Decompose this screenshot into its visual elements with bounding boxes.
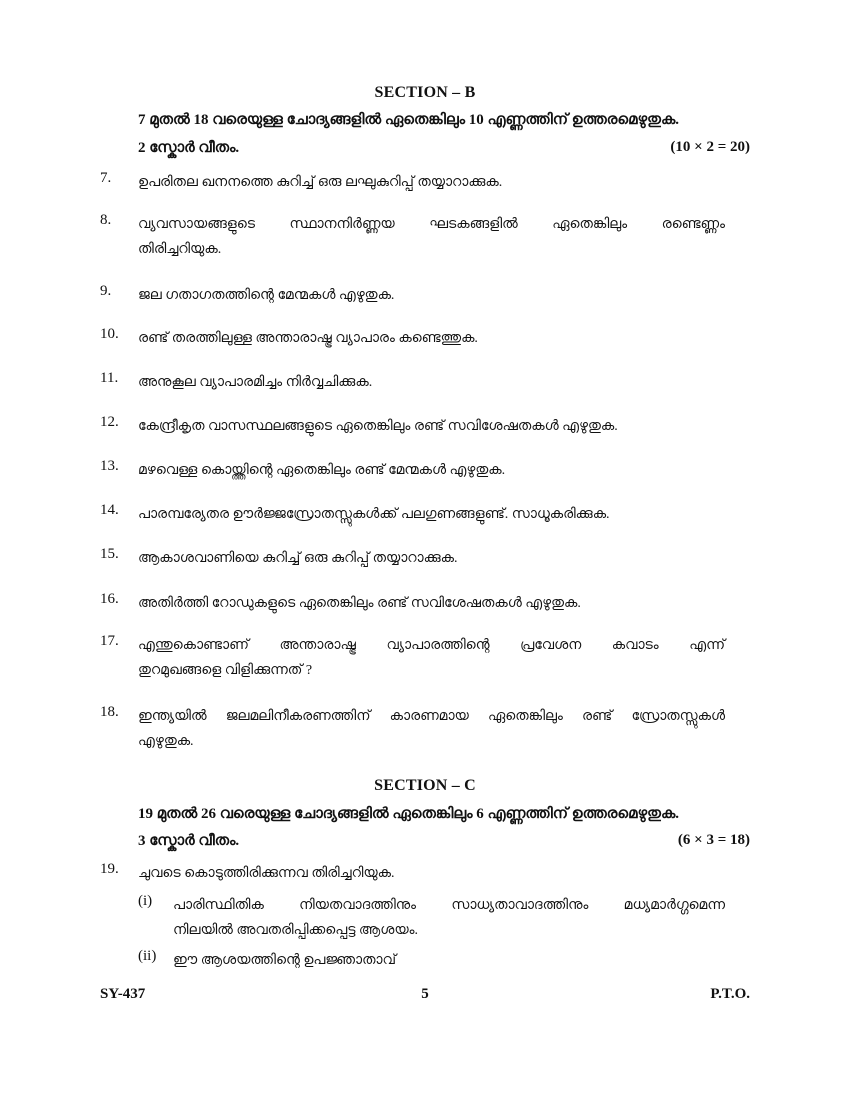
question-number: 10. bbox=[100, 326, 119, 342]
question-number: 12. bbox=[100, 414, 119, 430]
question-number: 16. bbox=[100, 591, 119, 607]
question-text: അതിർത്തി റോഡുകളുടെ ഏതെങ്കിലും രണ്ട് സവിശേഷതകൾ എഴുതുക. bbox=[138, 596, 581, 611]
section-b-title: SECTION – B bbox=[374, 84, 476, 101]
sub-question-number: (ii) bbox=[138, 948, 157, 964]
sub-question-text: ഈ ആശയത്തിന്റെ ഉപജ്ഞാതാവ് bbox=[173, 953, 397, 968]
footer-page-number: 5 bbox=[421, 986, 429, 1002]
sub-question-text-continued: നിലയിൽ അവതരിപ്പിക്കപ്പെട്ട ആശയം. bbox=[173, 923, 419, 938]
question-number: 11. bbox=[100, 370, 119, 386]
section-c-marks-note: 3 സ്കോർ വീതം. bbox=[138, 833, 240, 849]
question-text: ചുവടെ കൊടുത്തിരിക്കുന്നവ തിരിച്ചറിയുക. bbox=[138, 866, 395, 881]
question-number: 18. bbox=[100, 704, 119, 720]
question-text-continued: തുറമുഖങ്ങളെ വിളിക്കുന്നത് ? bbox=[138, 663, 313, 678]
question-text-continued: തിരിച്ചറിയുക. bbox=[138, 242, 222, 257]
question-text: കേന്ദ്രീകൃത വാസസ്ഥലങ്ങളുടെ ഏതെങ്കിലും രണ്ട് സവിശേഷതകൾ എഴുതുക. bbox=[138, 419, 618, 434]
question-text: ആകാശവാണിയെ കുറിച്ച് ഒരു കുറിപ്പ് തയ്യാറാക്കുക. bbox=[138, 551, 458, 566]
question-text: ജല ഗതാഗതത്തിന്റെ മേന്മകൾ എഴുതുക. bbox=[138, 288, 395, 303]
question-number: 7. bbox=[100, 170, 112, 186]
section-b-instruction: 7 മുതൽ 18 വരെയുള്ള ചോദ്യങ്ങളിൽ ഏതെങ്കിലും 10 എണ്ണത്തിന് ഉത്തരമെഴുതുക. bbox=[138, 112, 680, 128]
question-text: അനുകൂല വ്യാപാരമിച്ചം നിർവ്വചിക്കുക. bbox=[138, 375, 373, 390]
question-number: 19. bbox=[100, 861, 119, 877]
section-b-marks-total: (10 × 2 = 20) bbox=[670, 139, 750, 155]
question-number: 9. bbox=[100, 283, 112, 299]
sub-question-number: (i) bbox=[138, 893, 153, 909]
question-number: 14. bbox=[100, 502, 119, 518]
question-text: ഇന്ത്യയിൽ ജലമലിനീകരണത്തിന് കാരണമായ ഏതെങ്കിലും രണ്ട് സ്രോതസ്സുകൾ bbox=[138, 709, 725, 724]
question-text: പാരമ്പര്യേതര ഊർജ്ജസ്രോതസ്സുകൾക്ക് പലഗുണങ്ങളുണ്ട്. സാധൂകരിക്കുക. bbox=[138, 507, 610, 522]
section-b-marks-note: 2 സ്കോർ വീതം. bbox=[138, 140, 240, 156]
section-c-instruction: 19 മുതൽ 26 വരെയുള്ള ചോദ്യങ്ങളിൽ ഏതെങ്കിലും 6 എണ്ണത്തിന് ഉത്തരമെഴുതുക. bbox=[138, 806, 680, 822]
question-number: 15. bbox=[100, 546, 119, 562]
question-text: മഴവെള്ള കൊയ്ത്തിന്റെ ഏതെങ്കിലും രണ്ട് മേന്മകൾ എഴുതുക. bbox=[138, 463, 506, 478]
question-text: എന്തുകൊണ്ടാണ് അന്താരാഷ്ട്ര വ്യാപാരത്തിന്റെ പ്രവേശന കവാടം എന്ന് bbox=[138, 638, 725, 653]
sub-question-text: പാരിസ്ഥിതിക നിയതവാദത്തിനും സാധ്യതാവാദത്തിനും മധ്യമാർഗ്ഗമെന്ന bbox=[173, 898, 725, 913]
footer-pto: P.T.O. bbox=[710, 986, 750, 1002]
section-c-marks-total: (6 × 3 = 18) bbox=[677, 832, 750, 848]
footer-code: SY-437 bbox=[100, 986, 146, 1002]
question-text: രണ്ട് തരത്തിലുള്ള അന്താരാഷ്ട്ര വ്യാപാരം കണ്ടെത്തുക. bbox=[138, 331, 478, 346]
section-c-title: SECTION – C bbox=[374, 777, 476, 794]
question-number: 8. bbox=[100, 212, 112, 228]
question-number: 17. bbox=[100, 633, 119, 649]
question-text: വ്യവസായങ്ങളുടെ സ്ഥാനനിർണ്ണയ ഘടകങ്ങളിൽ ഏതെങ്കിലും രണ്ടെണ്ണം bbox=[138, 217, 725, 232]
question-text: ഉപരിതല ഖനനത്തെ കുറിച്ച് ഒരു ലഘുകുറിപ്പ് തയ്യാറാക്കുക. bbox=[138, 175, 503, 190]
question-text-continued: എഴുതുക. bbox=[138, 734, 194, 749]
question-number: 13. bbox=[100, 458, 119, 474]
